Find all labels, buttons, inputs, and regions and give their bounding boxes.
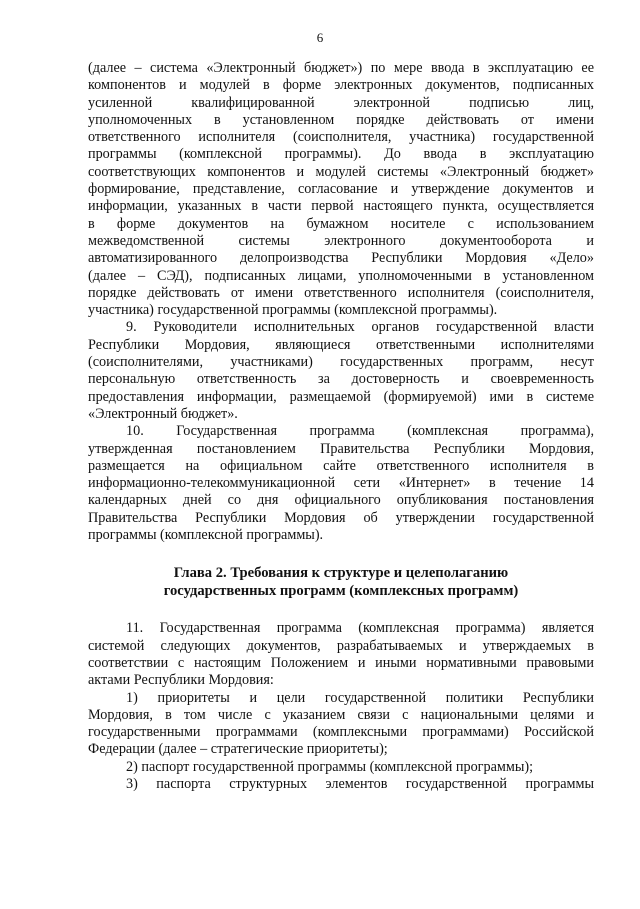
paragraph-electronic-budget bbox=[88, 60, 594, 319]
text-line: информации, указанных в части первой настоящего пункта, осуществляется bbox=[88, 198, 594, 215]
text-line: программы (комплексной программы). bbox=[88, 527, 324, 544]
list-item-line: 3) паспорта структурных элементов государственной программы bbox=[126, 775, 594, 792]
text-line: автоматизированного делопроизводства Республики Мордовия «Дело» bbox=[88, 250, 594, 267]
text-line: (соисполнителями, участниками) государственных программ, несут bbox=[88, 354, 594, 371]
paragraph-9 bbox=[88, 319, 594, 423]
text-line: ответственного исполнителя (соисполнителя, участника) государственной bbox=[88, 129, 594, 146]
text-line: 10. Государственная программа (комплексная программа), bbox=[126, 423, 594, 440]
spacer bbox=[88, 544, 594, 564]
page-number: 6 bbox=[316, 30, 324, 45]
text-line: (далее – система «Электронный бюджет») по мере ввода в эксплуатацию ее bbox=[88, 60, 594, 76]
text-line: Республики Мордовия, являющиеся ответственными исполнителями bbox=[88, 336, 594, 353]
text-line: Правительства Республики Мордовия об утверждении государственной bbox=[88, 509, 594, 526]
paragraph-11 bbox=[88, 620, 594, 793]
list-item-line: 2) паспорт государственной программы (комплексной программы); bbox=[126, 758, 534, 775]
document-body bbox=[88, 60, 594, 793]
chapter-heading bbox=[88, 564, 594, 600]
text-line: государственными программами (комплексными программами) Российской bbox=[88, 724, 594, 741]
text-line: актами Республики Мордовия: bbox=[88, 672, 274, 689]
text-line: информационно-телекоммуникационной сети «Интернет» в течение 14 bbox=[88, 475, 594, 492]
text-line: системой следующих документов, разрабатываемых и утверждаемых в bbox=[88, 637, 594, 654]
text-line: формирование, представление, согласование и утверждение документов и bbox=[88, 181, 594, 198]
text-line: персональную ответственность за достоверность и своевременность bbox=[88, 371, 594, 388]
text-line: уполномоченных в установленном порядке действовать от имени bbox=[88, 111, 594, 128]
text-line: компонентов и модулей в форме электронных документов, подписанных bbox=[88, 77, 594, 94]
paragraph-10 bbox=[88, 423, 594, 544]
text-line: порядке действовать от имени ответственного исполнителя (соисполнителя, bbox=[88, 284, 594, 301]
text-line: в форме документов на бумажном носителе с использованием bbox=[88, 215, 594, 232]
text-line: соответствующих компонентов и модулей системы «Электронный бюджет» bbox=[88, 163, 594, 180]
heading-line: государственных программ (комплексных программ) bbox=[163, 583, 519, 600]
text-line: размещается на официальном сайте ответственного исполнителя в bbox=[88, 457, 594, 474]
text-line: Мордовия, в том числе с указанием связи с национальными целями и bbox=[88, 706, 594, 723]
text-line: усиленной квалифицированной электронной подписью лиц, bbox=[88, 94, 594, 111]
text-line: утвержденная постановлением Правительства Республики Мордовия, bbox=[88, 440, 594, 457]
heading-line: Глава 2. Требования к структуре и целеполаганию bbox=[173, 565, 509, 582]
spacer bbox=[88, 600, 594, 620]
text-line: (далее – СЭД), подписанных лицами, уполномоченными в установленном bbox=[88, 267, 594, 284]
text-line: «Электронный бюджет». bbox=[88, 405, 238, 422]
text-line: межведомственной системы электронного документооборота и bbox=[88, 232, 594, 249]
text-line: предоставления информации, размещаемой (формируемой) ими в системе bbox=[88, 388, 594, 405]
text-line: Федерации (далее – стратегические приоритеты); bbox=[88, 741, 388, 758]
text-line: 9. Руководители исполнительных органов государственной власти bbox=[126, 319, 594, 336]
text-line: соответствии с настоящим Положением и иными нормативными правовыми bbox=[88, 654, 594, 671]
list-item-line: 1) приоритеты и цели государственной политики Республики bbox=[126, 689, 594, 706]
text-line: 11. Государственная программа (комплексная программа) является bbox=[126, 620, 594, 637]
text-line: календарных дней со дня официального опубликования постановления bbox=[88, 492, 594, 509]
text-line: участника) государственной программы (комплексной программы). bbox=[88, 302, 498, 319]
text-line: программы (комплексной программы). До ввода в эксплуатацию bbox=[88, 146, 594, 163]
